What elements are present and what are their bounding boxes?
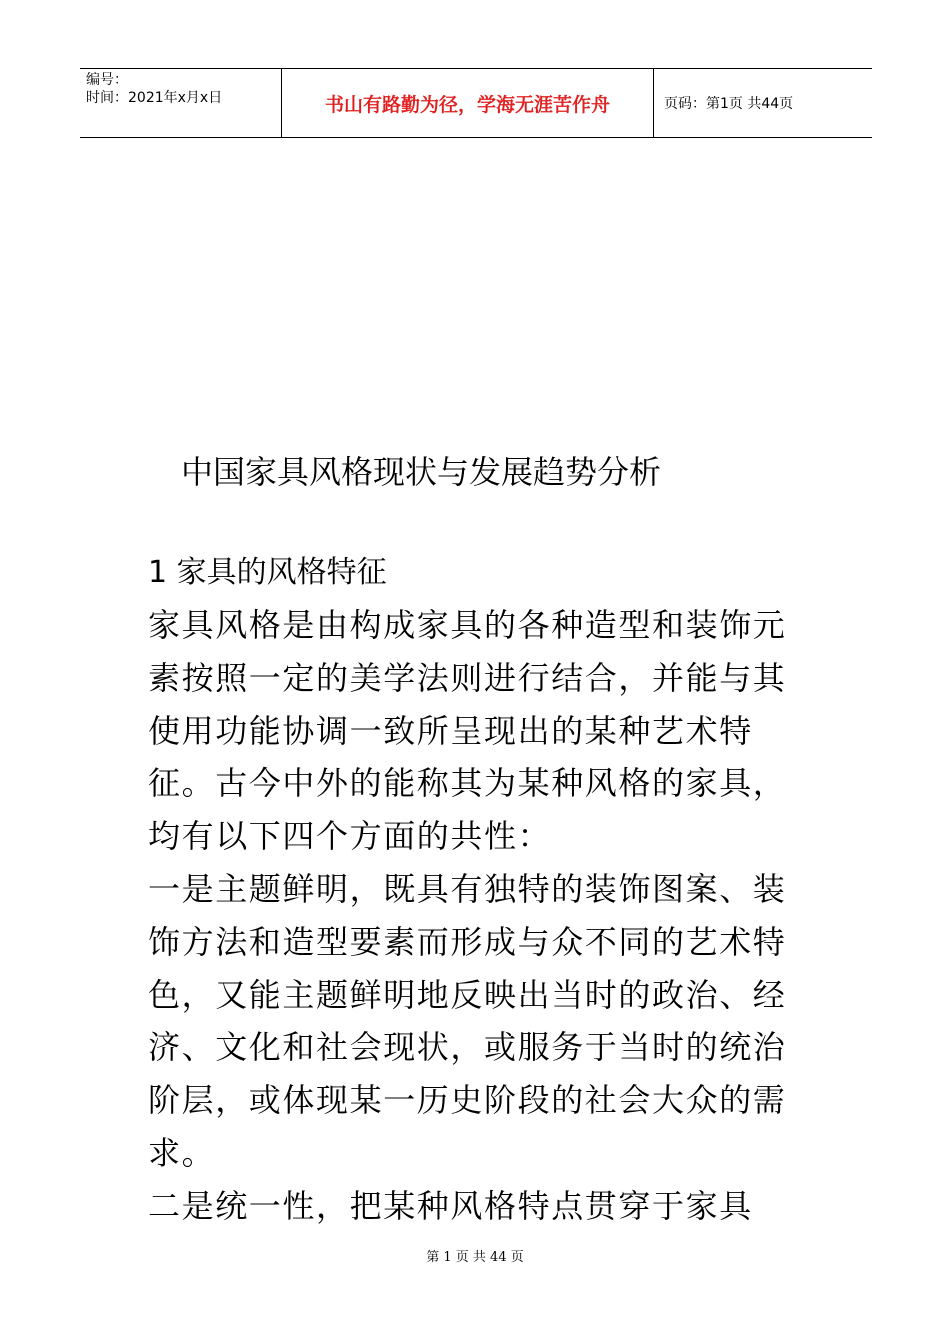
section-heading: 1 家具的风格特征 <box>148 555 387 590</box>
header-motto: 书山有路勤为径，学海无涯苦作舟 <box>282 69 654 137</box>
document-header <box>80 68 872 138</box>
time-label: 时间：2021年x月x日 <box>86 90 223 106</box>
header-meta <box>80 69 282 137</box>
header-page-info: 页码：第1页 共44页 <box>664 96 794 112</box>
paragraph: 家具风格是由构成家具的各种造型和装饰元素按照一定的美学法则进行结合，并能与其使用功能协调一致所呈现出的某种艺术特征。古今中外的能称其为某种风格的家具，均有以下四个方面的共性： <box>148 606 787 856</box>
page-footer: 第 1 页 共 44 页 <box>426 1250 524 1265</box>
document-title: 中国家具风格现状与发展趋势分析 <box>181 453 662 491</box>
paragraph: 二是统一性，把某种风格特点贯穿于家具 <box>148 1186 753 1225</box>
body-text <box>148 599 808 1233</box>
number-label: 编号： <box>86 72 128 88</box>
paragraph: 一是主题鲜明，既具有独特的装饰图案、装饰方法和造型要素而形成与众不同的艺术特色，又能主题鲜明地反映出当时的政治、经济、文化和社会现状，或服务于当时的统治阶层，或体现某一历史阶段的社会大众的需求。 <box>148 869 787 1172</box>
